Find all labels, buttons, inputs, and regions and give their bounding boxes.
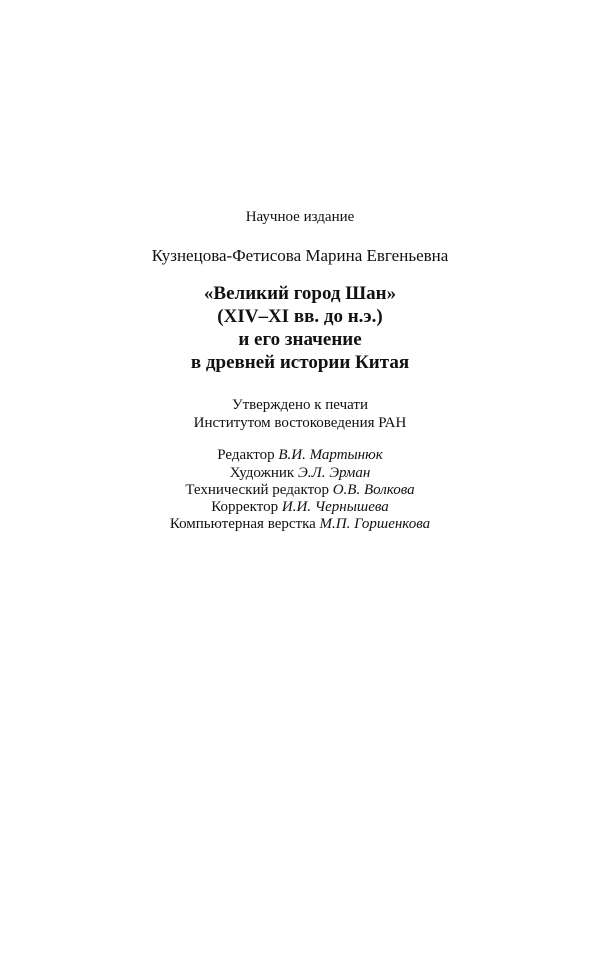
credit-name: В.И. Мартынюк — [278, 447, 383, 463]
credit-role: Художник — [229, 465, 295, 481]
credit-name: М.П. Горшенкова — [319, 516, 431, 532]
credit-line — [0, 516, 600, 533]
publication-type: Научное издание — [245, 209, 355, 225]
credit-role: Компьютерная верстка — [169, 516, 316, 532]
credit-line — [0, 482, 600, 499]
title-line: «Великий город Шан» — [203, 283, 397, 304]
credit-role: Редактор — [217, 447, 275, 463]
credit-line — [0, 499, 600, 516]
credit-name: И.И. Чернышева — [281, 499, 389, 515]
approval-line: Институтом востоковедения РАН — [193, 415, 407, 431]
credit-name: Э.Л. Эрман — [297, 465, 371, 481]
title-line: (XIV–XI вв. до н.э.) — [217, 306, 383, 327]
credit-name: О.В. Волкова — [332, 482, 415, 498]
approval-line: Утверждено к печати — [231, 397, 368, 413]
title-line: в древней истории Китая — [190, 352, 410, 373]
title-line: и его значение — [238, 329, 362, 350]
credit-role: Технический редактор — [185, 482, 329, 498]
credit-line — [0, 465, 600, 482]
credit-line — [0, 447, 600, 464]
author-name: Кузнецова-Фетисова Марина Евгеньевна — [151, 246, 449, 265]
credit-role: Корректор — [211, 499, 279, 515]
